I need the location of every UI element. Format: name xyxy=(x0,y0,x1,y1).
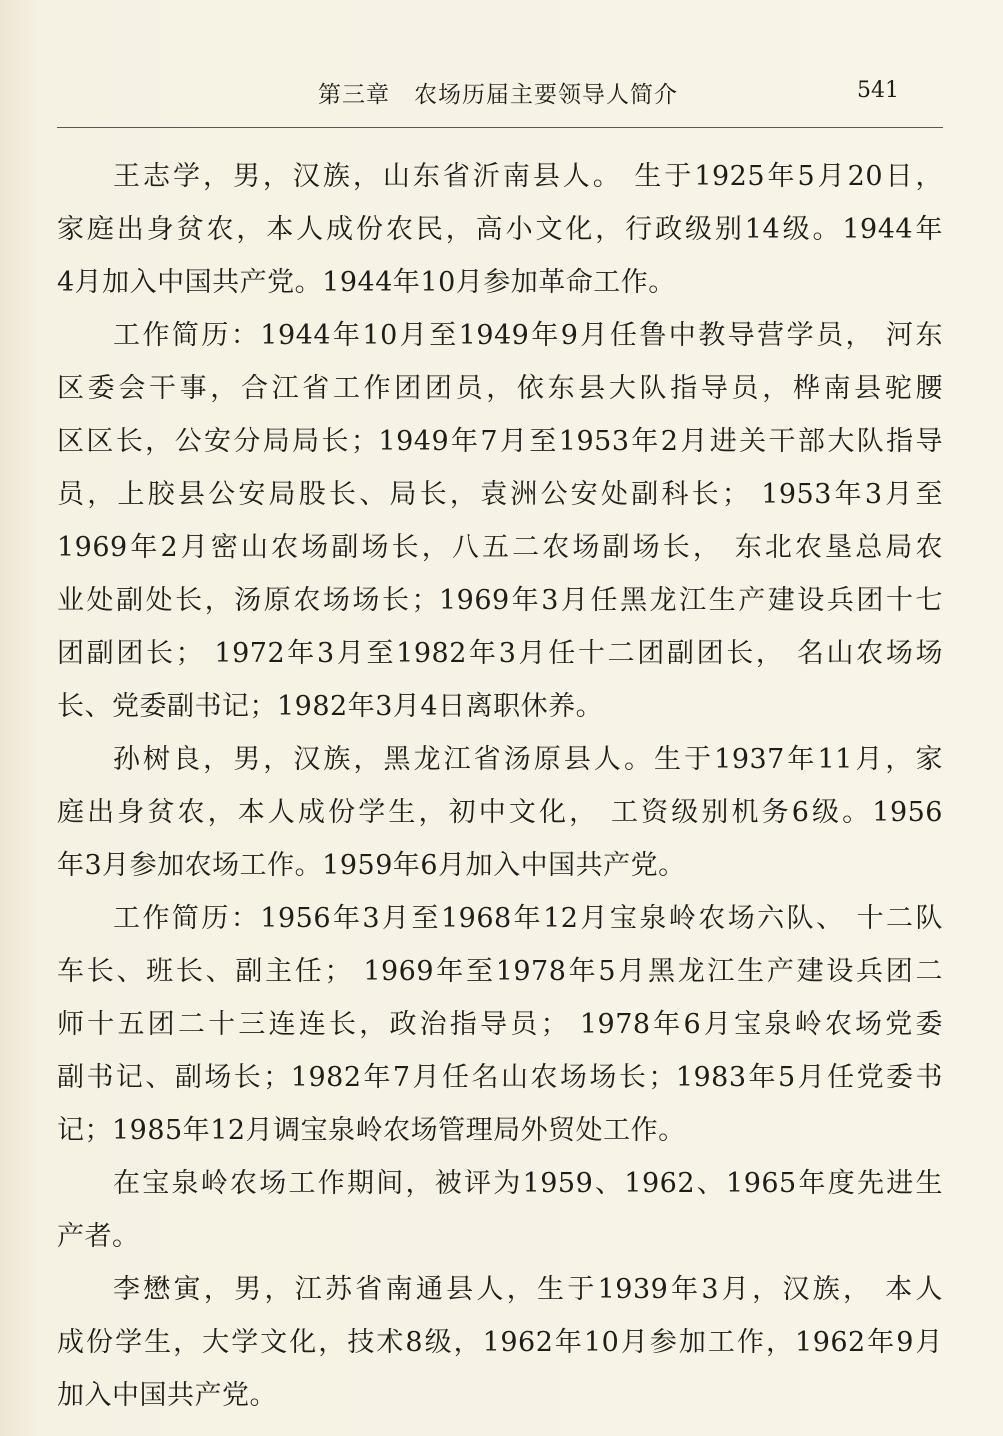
text-line: 王志学，男，汉族，山东省沂南县人。 生于1925年5月20日， xyxy=(113,161,943,192)
text-line: 团副团长； 1972年3月至1982年3月任十二团副团长， 名山农场场 xyxy=(57,638,943,669)
text-line: 李懋寅，男，江苏省南通县人，生于1939年3月，汉族， 本人 xyxy=(113,1274,943,1305)
text-line: 孙树良，男，汉族，黑龙江省汤原县人。生于1937年11月，家 xyxy=(113,744,943,775)
text-line: 家庭出身贫农，本人成份农民，高小文化，行政级别14级。1944年 xyxy=(57,214,943,245)
header-rule xyxy=(57,127,943,128)
text-line: 员，上胶县公安局股长、局长，袁洲公安处副科长； 1953年3月至 xyxy=(57,479,943,510)
paragraph-sun-shuliang-honors xyxy=(57,1157,943,1263)
text-line: 成份学生，大学文化，技术8级，1962年10月参加工作，1962年9月 xyxy=(57,1327,943,1358)
text-line: 区委会干事，合江省工作团团员，依东县大队指导员，桦南县驼腰 xyxy=(57,373,943,404)
text-line: 副书记、副场长；1982年7月任名山农场场长；1983年5月任党委书 xyxy=(57,1062,943,1093)
text-line: 在宝泉岭农场工作期间，被评为1959、1962、1965年度先进生 xyxy=(113,1168,943,1199)
paragraph-sun-shuliang-bio xyxy=(57,733,943,892)
text-line: 工作简历：1956年3月至1968年12月宝泉岭农场六队、 十二队 xyxy=(113,903,943,934)
paragraph-sun-shuliang-career xyxy=(57,892,943,1157)
text-line: 记；1985年12月调宝泉岭农场管理局外贸处工作。 xyxy=(57,1115,686,1146)
page-body xyxy=(57,150,943,1422)
text-line: 4月加入中国共产党。1944年10月参加革命工作。 xyxy=(57,267,676,298)
text-line: 区区长，公安分局局长；1949年7月至1953年2月进关干部大队指导 xyxy=(57,426,943,457)
text-line: 1969年2月密山农场副场长，八五二农场副场长， 东北农垦总局农 xyxy=(57,532,943,563)
chapter-title: 第三章 农场历届主要领导人简介 xyxy=(318,82,678,108)
text-line: 长、党委副书记；1982年3月4日离职休养。 xyxy=(57,691,604,722)
text-line: 师十五团二十三连连长，政治指导员； 1978年6月宝泉岭农场党委 xyxy=(57,1009,943,1040)
text-line: 产者。 xyxy=(57,1221,140,1252)
paragraph-wang-zhixue-bio xyxy=(57,150,943,309)
text-line: 工作简历：1944年10月至1949年9月任鲁中教导营学员， 河东 xyxy=(113,320,943,351)
text-line: 加入中国共产党。 xyxy=(57,1380,277,1411)
text-line: 业处副处长，汤原农场场长；1969年3月任黑龙江生产建设兵团十七 xyxy=(57,585,943,616)
text-line: 庭出身贫农，本人成份学生，初中文化， 工资级别机务6级。1956 xyxy=(57,797,943,828)
page-number: 541 xyxy=(857,78,899,103)
text-line: 车长、班长、副主任； 1969年至1978年5月黑龙江生产建设兵团二 xyxy=(57,956,943,987)
text-line: 年3月参加农场工作。1959年6月加入中国共产党。 xyxy=(57,850,686,881)
paragraph-li-maoyin-bio xyxy=(57,1263,943,1422)
paragraph-wang-zhixue-career xyxy=(57,309,943,733)
running-header xyxy=(0,72,1003,112)
